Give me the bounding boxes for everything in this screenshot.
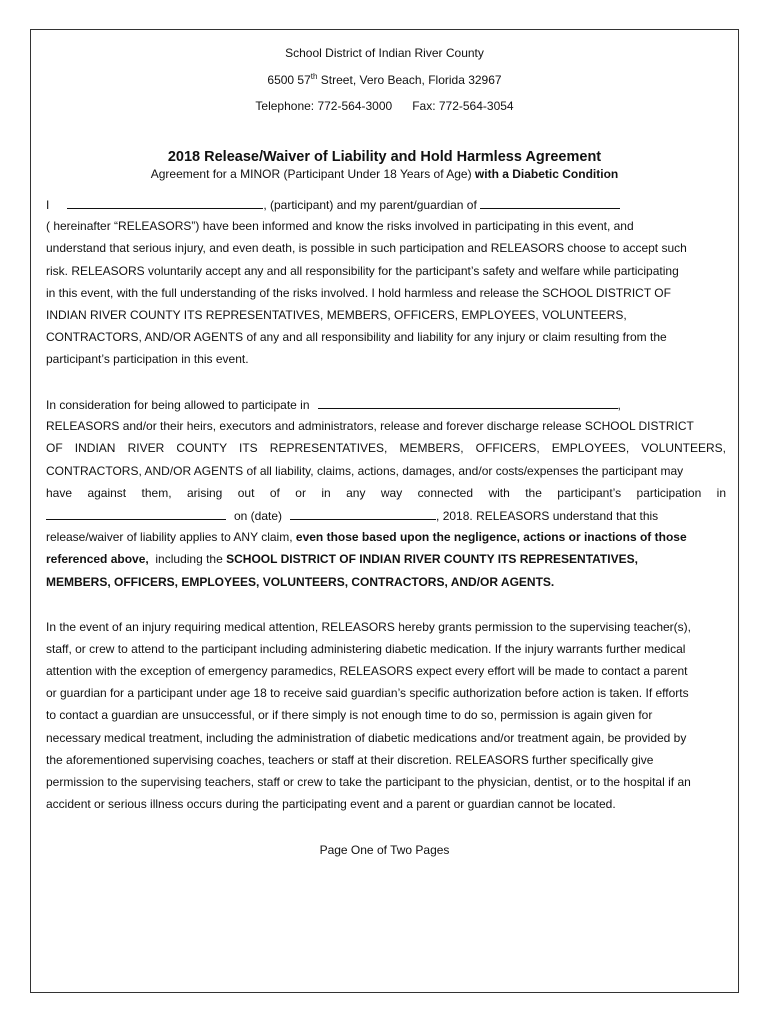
p2-2018-text: , 2018. RELEASORS understand that this xyxy=(436,509,659,523)
p3-line-7: the aforementioned supervising coaches, teachers or staff at their discretion. RELEASORS further specifically give xyxy=(46,753,654,767)
p3-line-2: staff, or crew to attend to the participant including administering diabetic medication. If the injury warrants further medical xyxy=(46,642,686,656)
p1-line-4: risk. RELEASORS voluntarily accept any and all responsibility for the participant’s safety and welfare while participating xyxy=(46,264,679,278)
subtitle-bold: with a Diabetic Condition xyxy=(474,167,619,181)
document-subtitle xyxy=(30,167,739,181)
participant-name-field[interactable] xyxy=(67,197,263,209)
p3-line-3: attention with the exception of emergency paramedics, RELEASORS expect every effort will be made to contact a parent xyxy=(46,664,688,678)
district-address xyxy=(30,72,739,87)
p2-referenced-bold: referenced above, xyxy=(46,552,149,566)
telephone: Telephone: 772-564-3000 xyxy=(255,99,393,113)
p1-line-8: participant’s participation in this event. xyxy=(46,352,249,366)
p1-line-1 xyxy=(46,197,726,212)
p2-line-5: have against them, arising out of or in any way connected with the participant’s participation in xyxy=(46,486,726,500)
p3-line-6: necessary medical treatment, including the administration of diabetic medications and/or treatment again, be provided by xyxy=(46,731,687,745)
p2-on-date-label: on (date) xyxy=(234,509,283,523)
p3-line-9: accident or serious illness occurs during the participating event and a parent or guardian cannot be located. xyxy=(46,797,616,811)
p2-including: including the xyxy=(155,552,223,566)
address-street: Street, Vero Beach, Florida 32967 xyxy=(317,73,502,87)
p3-line-5: to contact a guardian are unsuccessful, or if there simply is not enough time to do so, permission is again given for xyxy=(46,708,653,722)
p1-line-2: ( hereinafter “RELEASORS”) have been informed and know the risks involved in participating in this event, and xyxy=(46,219,634,233)
p2-members-bold: MEMBERS, OFFICERS, EMPLOYEES, VOLUNTEERS, CONTRACTORS, AND/OR AGENTS. xyxy=(46,575,555,589)
fax: Fax: 772-564-3054 xyxy=(412,99,514,113)
p1-line-7: CONTRACTORS, AND/OR AGENTS of any and all responsibility and liability for any injury or claim resulting from the xyxy=(46,330,667,344)
p2-district-bold: SCHOOL DISTRICT OF INDIAN RIVER COUNTY ITS REPRESENTATIVES, xyxy=(226,552,638,566)
p1-participant-label: , (participant) and my parent/guardian of xyxy=(263,198,477,212)
document-title: 2018 Release/Waiver of Liability and Hold Harmless Agreement xyxy=(167,149,602,165)
p1-line-5: in this event, with the full understanding of the risks involved. I hold harmless and release the SCHOOL DISTRICT OF xyxy=(46,286,671,300)
p3-line-4: or guardian for a participant under age 18 to receive said guardian’s specific authorization before action is taken. If efforts xyxy=(46,686,689,700)
p2-comma: , xyxy=(617,398,621,412)
event-name-field[interactable] xyxy=(318,397,618,409)
p2-line-9 xyxy=(46,575,726,589)
p3-line-1: In the event of an injury requiring medical attention, RELEASORS hereby grants permission to the supervising teacher(s), xyxy=(46,620,691,634)
p2-line-3: OF INDIAN RIVER COUNTY ITS REPRESENTATIVES, MEMBERS, OFFICERS, EMPLOYEES, VOLUNTEERS, xyxy=(46,441,726,455)
p2-line-2: RELEASORS and/or their heirs, executors and administrators, release and forever discharge release SCHOOL DISTRICT xyxy=(46,419,694,433)
subtitle-text: Agreement for a MINOR (Participant Under 18 Years of Age) xyxy=(150,167,472,181)
p2-negligence-bold: even those based upon the negligence, actions or inactions of those xyxy=(295,530,687,544)
p2-line-4: CONTRACTORS, AND/OR AGENTS of all liability, claims, actions, damages, and/or costs/expenses the participant may xyxy=(46,464,684,478)
guardian-of-field[interactable] xyxy=(480,197,620,209)
p3-line-8: permission to the supervising teachers, staff or crew to take the participant to the physician, dentist, or to the hospital if an xyxy=(46,775,691,789)
p2-consideration-text: In consideration for being allowed to participate in xyxy=(46,398,310,412)
district-phone-line xyxy=(30,99,739,113)
address-ordinal: th xyxy=(310,72,318,81)
district-name: School District of Indian River County xyxy=(285,46,484,60)
p2-line-7 xyxy=(46,530,726,544)
p2-line-8 xyxy=(46,552,726,566)
page-footer: Page One of Two Pages xyxy=(319,843,450,857)
event-date-field[interactable] xyxy=(290,508,436,520)
event-location-field[interactable] xyxy=(46,508,226,520)
p1-line-3: understand that serious injury, and even death, is possible in such participation and RELEASORS choose to accept such xyxy=(46,241,687,255)
address-number: 6500 57 xyxy=(267,73,311,87)
p2-line-1 xyxy=(46,397,726,412)
p1-line-6: INDIAN RIVER COUNTY ITS REPRESENTATIVES, MEMBERS, OFFICERS, EMPLOYEES, VOLUNTEERS, xyxy=(46,308,627,322)
p2-any-claim: release/waiver of liability applies to ANY claim, xyxy=(46,530,293,544)
p1-i: I xyxy=(46,198,50,212)
p2-line-6 xyxy=(46,508,726,523)
